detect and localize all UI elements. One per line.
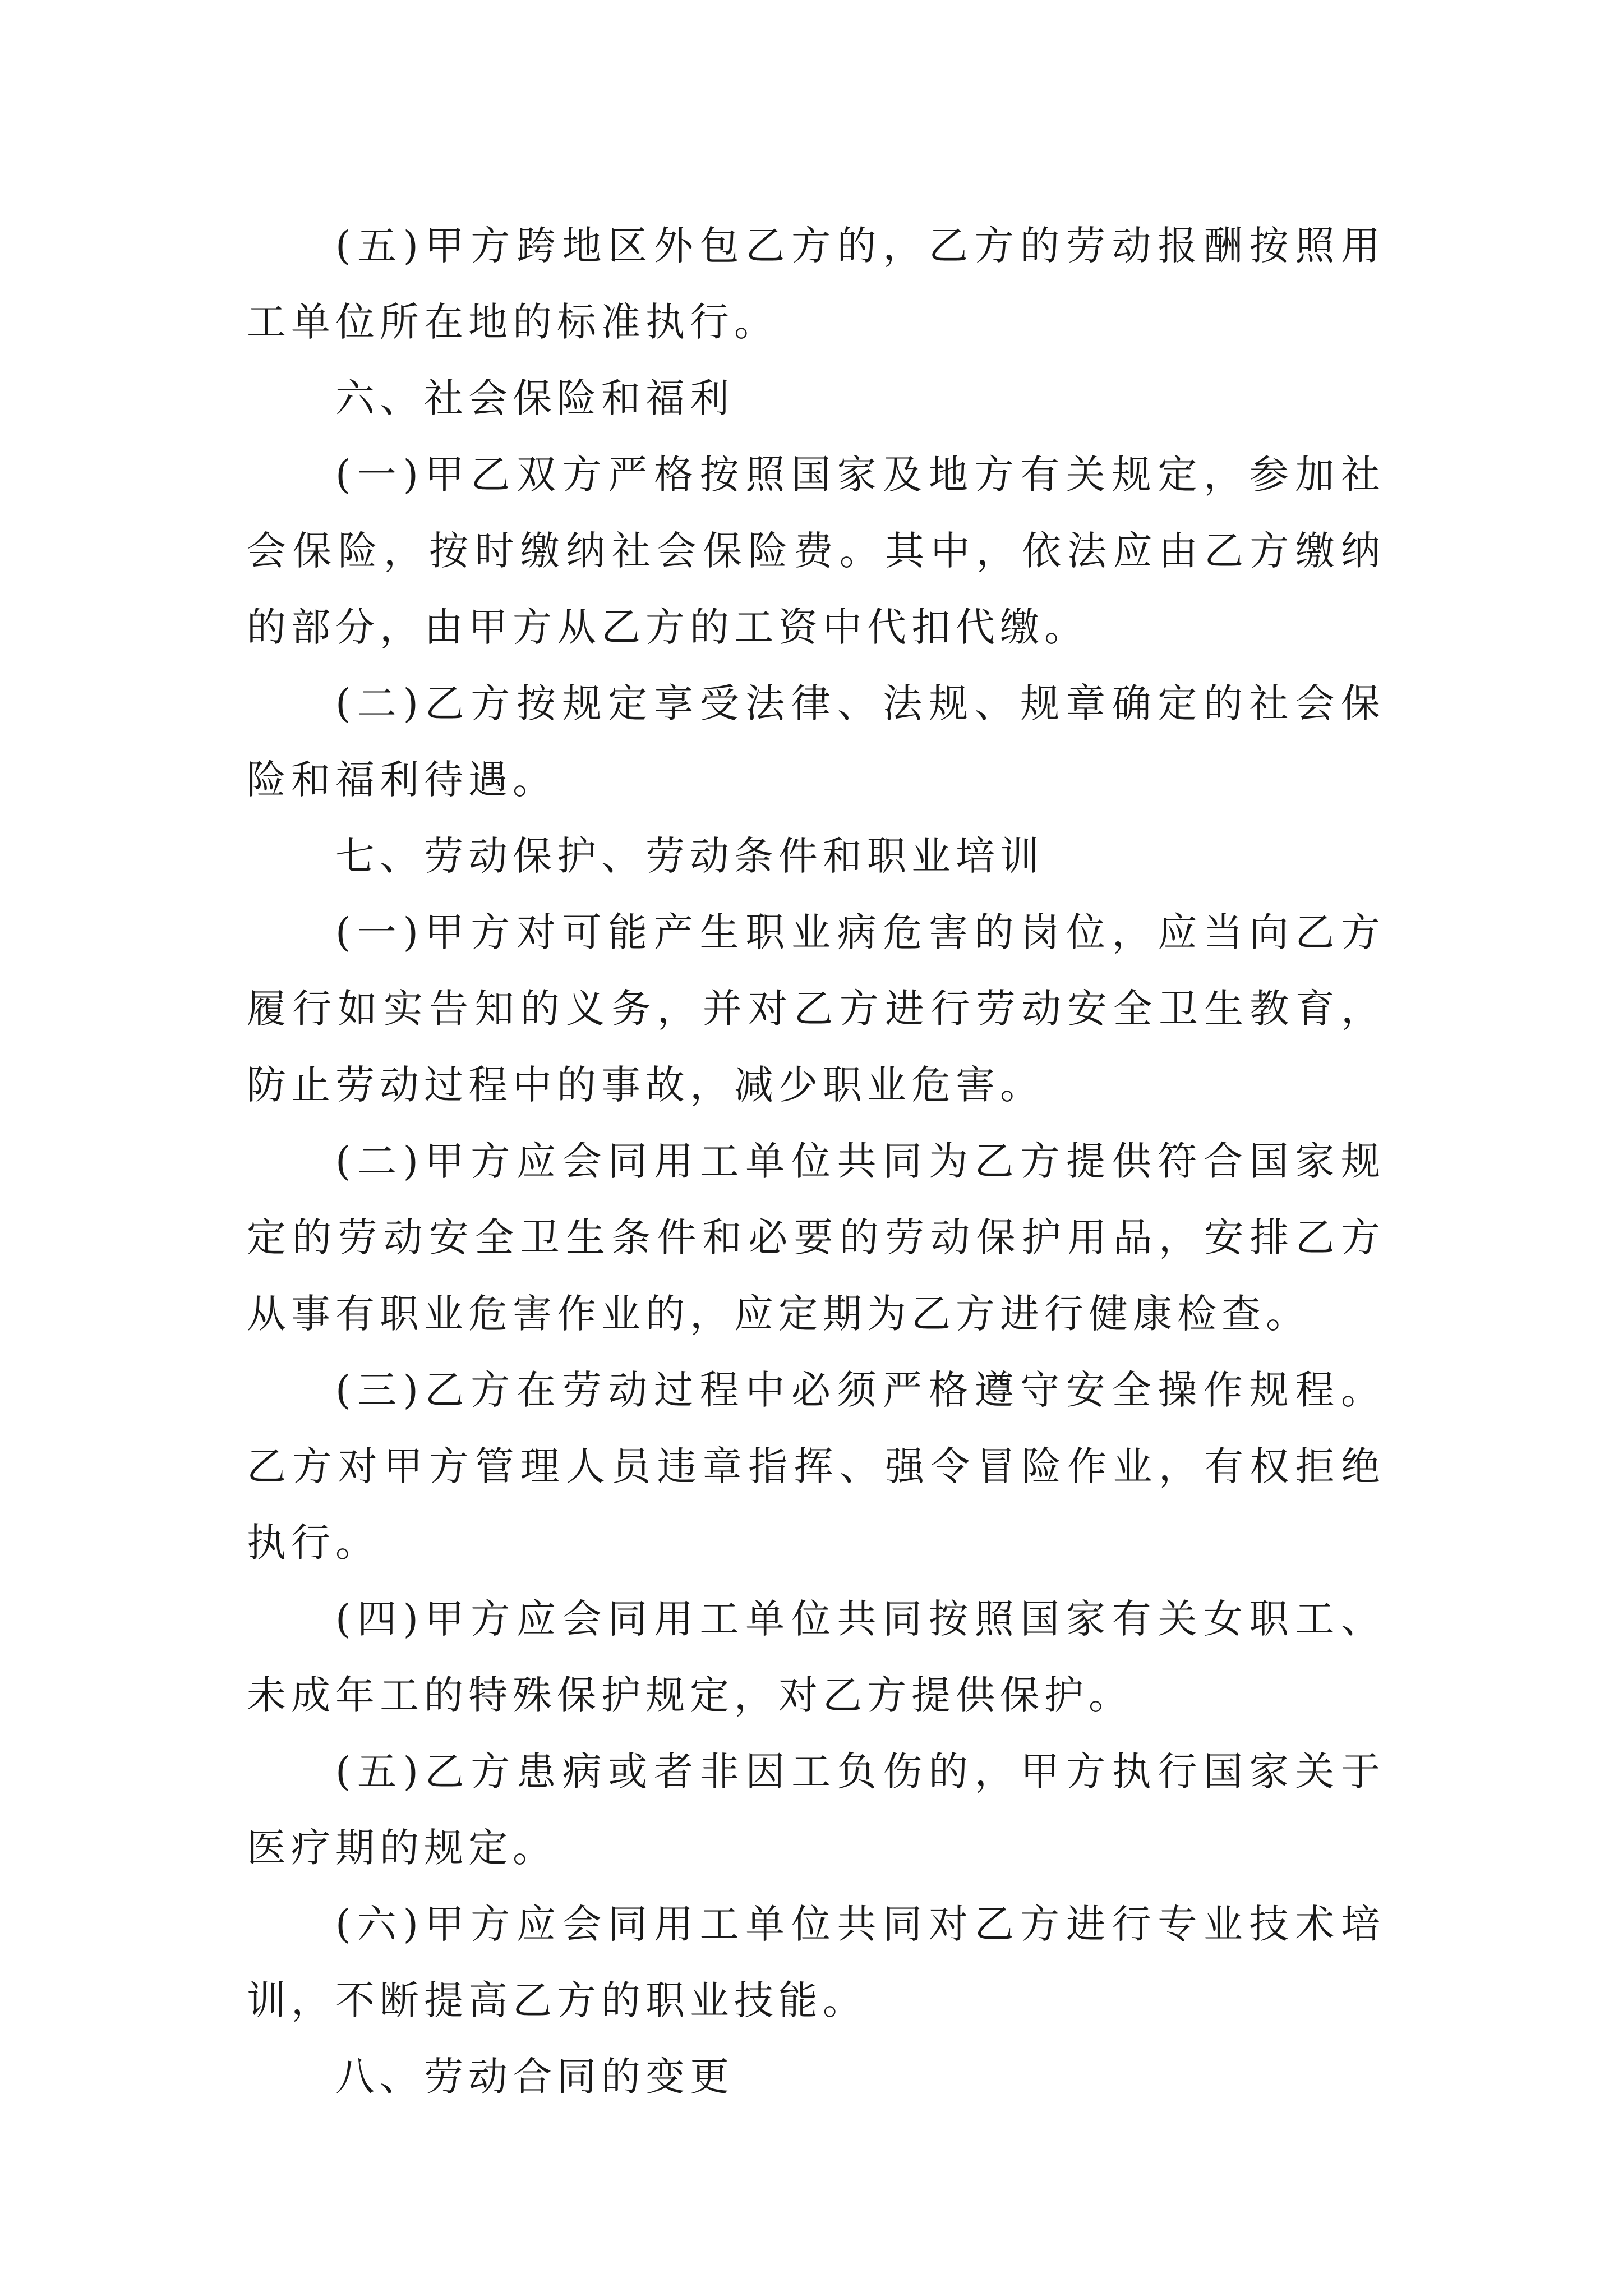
section-heading-labor-protection: 七、劳动保护、劳动条件和职业培训 [335,833,1044,879]
section-heading-contract-change: 八、劳动合同的变更 [335,2054,734,2100]
clause-4-special-protection: (四)甲方应会同用工单位共同按照国家有关女职工、未成年工的特殊保护规定，对乙方提供保护。 [247,1596,1385,1718]
clause-1-occupational-hazard: (一)甲方对可能产生职业病危害的岗位，应当向乙方履行如实告知的义务，并对乙方进行劳动安全卫生教育，防止劳动过程中的事故，减少职业危害。 [247,909,1385,1108]
clause-6-training: (六)甲方应会同用工单位共同对乙方进行专业技术培训，不断提高乙方的职业技能。 [247,1901,1385,2023]
clause-1-social-insurance: (一)甲乙双方严格按照国家及地方有关规定，参加社会保险，按时缴纳社会保险费。其中，依法应由乙方缴纳的部分，由甲方从乙方的工资中代扣代缴。 [247,452,1385,650]
clause-2-insurance-benefits: (二)乙方按规定享受法律、法规、规章确定的社会保险和福利待遇。 [247,680,1385,803]
section-heading-social-insurance: 六、社会保险和福利 [335,375,734,421]
clause-3-safety-rules: (三)乙方在劳动过程中必须严格遵守安全操作规程。乙方对甲方管理人员违章指挥、强令冒险作业，有权拒绝执行。 [247,1367,1385,1566]
contract-body [247,208,1385,2115]
clause-5-medical-period: (五)乙方患病或者非因工负伤的，甲方执行国家关于医疗期的规定。 [247,1749,1385,1871]
clause-2-safety-conditions: (二)甲方应会同用工单位共同为乙方提供符合国家规定的劳动安全卫生条件和必要的劳动保护用品，安排乙方从事有职业危害作业的，应定期为乙方进行健康检查。 [247,1138,1385,1337]
clause-5-cross-region-pay: (五)甲方跨地区外包乙方的，乙方的劳动报酬按照用工单位所在地的标准执行。 [247,223,1385,345]
